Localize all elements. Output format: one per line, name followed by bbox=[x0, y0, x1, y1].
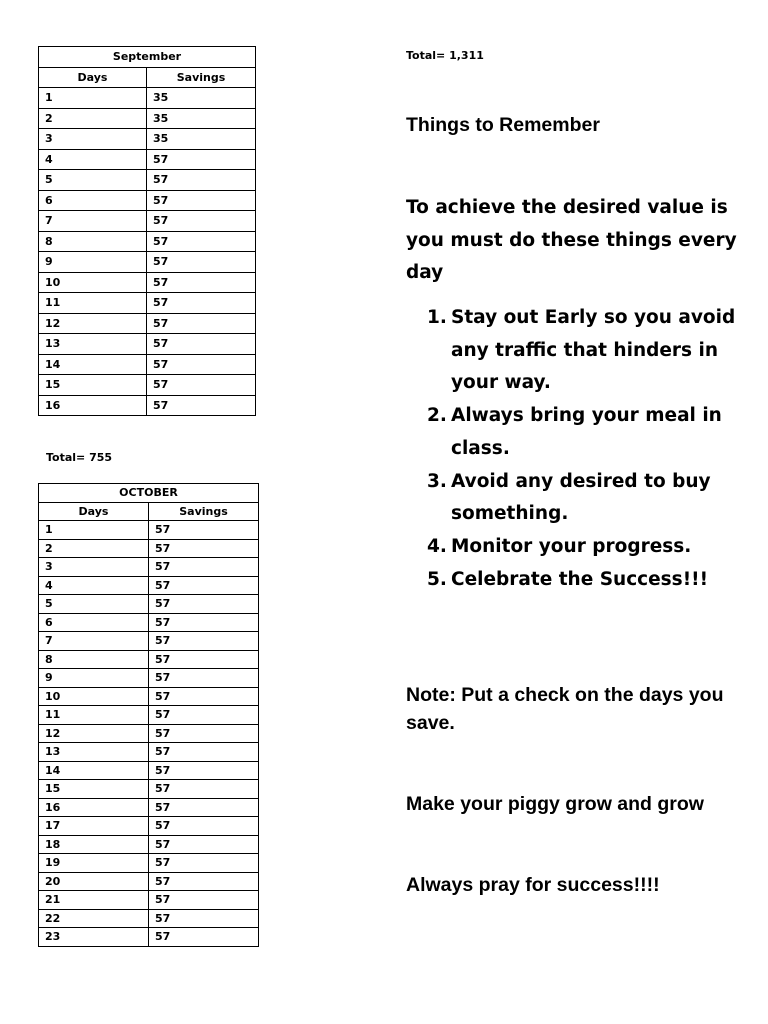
step-number: 1. bbox=[427, 307, 447, 328]
day-cell: 5 bbox=[39, 170, 147, 191]
day-cell: 13 bbox=[39, 743, 149, 762]
day-cell: 12 bbox=[39, 724, 149, 743]
september-savings-table bbox=[38, 46, 256, 416]
table-row bbox=[39, 539, 259, 558]
table-row bbox=[39, 817, 259, 836]
savings-cell: 57 bbox=[149, 872, 259, 891]
column-header-days: Days bbox=[39, 67, 147, 88]
savings-cell: 57 bbox=[149, 687, 259, 706]
step-item bbox=[406, 564, 746, 597]
day-cell: 21 bbox=[39, 891, 149, 910]
table-row bbox=[39, 928, 259, 947]
day-cell: 1 bbox=[39, 88, 147, 109]
table-row bbox=[39, 632, 259, 651]
day-cell: 10 bbox=[39, 687, 149, 706]
savings-cell: 35 bbox=[147, 108, 256, 129]
savings-cell: 57 bbox=[147, 272, 256, 293]
savings-cell: 57 bbox=[149, 817, 259, 836]
savings-cell: 57 bbox=[149, 854, 259, 873]
table-row bbox=[39, 724, 259, 743]
savings-cell: 57 bbox=[149, 558, 259, 577]
column-header-savings: Savings bbox=[147, 67, 256, 88]
savings-cell: 57 bbox=[149, 798, 259, 817]
day-cell: 8 bbox=[39, 231, 147, 252]
day-cell: 14 bbox=[39, 761, 149, 780]
day-cell: 3 bbox=[39, 129, 147, 150]
savings-cell: 57 bbox=[149, 595, 259, 614]
day-cell: 16 bbox=[39, 395, 147, 416]
savings-cell: 57 bbox=[149, 650, 259, 669]
step-number: 5. bbox=[427, 568, 447, 590]
day-cell: 4 bbox=[39, 149, 147, 170]
note-text: Note: Put a check on the days you save. bbox=[406, 684, 724, 734]
table-row bbox=[39, 613, 259, 632]
day-cell: 2 bbox=[39, 539, 149, 558]
savings-cell: 57 bbox=[149, 724, 259, 743]
table-row bbox=[39, 835, 259, 854]
savings-cell: 57 bbox=[149, 576, 259, 595]
step-item bbox=[406, 302, 746, 400]
day-cell: 3 bbox=[39, 558, 149, 577]
step-number: 2. bbox=[427, 405, 447, 427]
savings-cell: 57 bbox=[149, 539, 259, 558]
step-item bbox=[406, 466, 746, 531]
savings-cell: 57 bbox=[147, 252, 256, 273]
day-cell: 20 bbox=[39, 872, 149, 891]
table-row bbox=[39, 108, 256, 129]
table-row bbox=[39, 558, 259, 577]
savings-cell: 57 bbox=[147, 231, 256, 252]
day-cell: 12 bbox=[39, 313, 147, 334]
table-title: OCTOBER bbox=[39, 484, 259, 503]
day-cell: 6 bbox=[39, 190, 147, 211]
table-row bbox=[39, 669, 259, 688]
instructions-paragraph: To achieve the desired value is you must do these things every day bbox=[406, 197, 737, 284]
savings-cell: 57 bbox=[149, 521, 259, 540]
day-cell: 2 bbox=[39, 108, 147, 129]
savings-cell: 57 bbox=[147, 190, 256, 211]
savings-cell: 57 bbox=[149, 706, 259, 725]
savings-cell: 57 bbox=[149, 780, 259, 799]
table-row bbox=[39, 334, 256, 355]
pray-text: Always pray for success!!!! bbox=[406, 874, 660, 896]
step-number: 3. bbox=[427, 470, 447, 492]
table-row bbox=[39, 854, 259, 873]
day-cell: 11 bbox=[39, 293, 147, 314]
day-cell: 11 bbox=[39, 706, 149, 725]
table-row bbox=[39, 909, 259, 928]
savings-cell: 57 bbox=[147, 334, 256, 355]
step-item bbox=[406, 531, 746, 564]
savings-cell: 57 bbox=[149, 761, 259, 780]
savings-cell: 57 bbox=[149, 835, 259, 854]
table-row bbox=[39, 129, 256, 150]
step-text: Stay out Early so you avoid any traffic that hinders in your way. bbox=[451, 307, 736, 394]
step-number: 4. bbox=[427, 535, 447, 557]
step-text: Celebrate the Success!!! bbox=[451, 568, 709, 590]
steps-list bbox=[406, 302, 746, 596]
table-row bbox=[39, 798, 259, 817]
grand-total: Total= 1,311 bbox=[406, 49, 484, 62]
savings-cell: 57 bbox=[149, 928, 259, 947]
savings-cell: 35 bbox=[147, 129, 256, 150]
savings-cell: 57 bbox=[147, 395, 256, 416]
page-heading: Things to Remember bbox=[406, 114, 600, 136]
savings-cell: 57 bbox=[149, 632, 259, 651]
table-title: September bbox=[39, 47, 256, 68]
table-row bbox=[39, 891, 259, 910]
table-row bbox=[39, 706, 259, 725]
table-row bbox=[39, 211, 256, 232]
step-text: Monitor your progress. bbox=[451, 535, 692, 557]
table-row bbox=[39, 354, 256, 375]
day-cell: 15 bbox=[39, 375, 147, 396]
table-row bbox=[39, 190, 256, 211]
table-row bbox=[39, 149, 256, 170]
september-total: Total= 755 bbox=[46, 451, 113, 464]
table-row bbox=[39, 293, 256, 314]
table-row bbox=[39, 780, 259, 799]
table-row bbox=[39, 395, 256, 416]
october-savings-table bbox=[38, 483, 259, 947]
savings-cell: 57 bbox=[149, 669, 259, 688]
day-cell: 17 bbox=[39, 817, 149, 836]
step-text: Avoid any desired to buy something. bbox=[451, 470, 711, 525]
day-cell: 1 bbox=[39, 521, 149, 540]
savings-cell: 57 bbox=[147, 375, 256, 396]
day-cell: 14 bbox=[39, 354, 147, 375]
table-row bbox=[39, 595, 259, 614]
table-row bbox=[39, 687, 259, 706]
day-cell: 23 bbox=[39, 928, 149, 947]
day-cell: 4 bbox=[39, 576, 149, 595]
savings-cell: 57 bbox=[147, 170, 256, 191]
savings-cell: 57 bbox=[149, 909, 259, 928]
piggy-text: Make your piggy grow and grow bbox=[406, 793, 704, 815]
day-cell: 8 bbox=[39, 650, 149, 669]
table-row bbox=[39, 272, 256, 293]
table-row bbox=[39, 761, 259, 780]
table-row bbox=[39, 313, 256, 334]
savings-cell: 57 bbox=[149, 743, 259, 762]
step-text: Always bring your meal in class. bbox=[451, 405, 722, 459]
table-row bbox=[39, 88, 256, 109]
table-row bbox=[39, 231, 256, 252]
day-cell: 22 bbox=[39, 909, 149, 928]
savings-cell: 57 bbox=[147, 293, 256, 314]
day-cell: 7 bbox=[39, 211, 147, 232]
table-row bbox=[39, 743, 259, 762]
savings-cell: 35 bbox=[147, 88, 256, 109]
savings-cell: 57 bbox=[149, 891, 259, 910]
day-cell: 13 bbox=[39, 334, 147, 355]
table-row bbox=[39, 872, 259, 891]
table-row bbox=[39, 375, 256, 396]
table-row bbox=[39, 521, 259, 540]
table-row bbox=[39, 252, 256, 273]
column-header-days: Days bbox=[39, 502, 149, 521]
day-cell: 6 bbox=[39, 613, 149, 632]
table-row bbox=[39, 650, 259, 669]
day-cell: 18 bbox=[39, 835, 149, 854]
day-cell: 10 bbox=[39, 272, 147, 293]
savings-cell: 57 bbox=[147, 211, 256, 232]
savings-cell: 57 bbox=[147, 313, 256, 334]
savings-cell: 57 bbox=[147, 149, 256, 170]
day-cell: 7 bbox=[39, 632, 149, 651]
savings-cell: 57 bbox=[149, 613, 259, 632]
table-row bbox=[39, 170, 256, 191]
day-cell: 9 bbox=[39, 252, 147, 273]
step-item bbox=[406, 400, 746, 465]
day-cell: 15 bbox=[39, 780, 149, 799]
day-cell: 9 bbox=[39, 669, 149, 688]
table-row bbox=[39, 576, 259, 595]
day-cell: 19 bbox=[39, 854, 149, 873]
column-header-savings: Savings bbox=[149, 502, 259, 521]
day-cell: 5 bbox=[39, 595, 149, 614]
savings-cell: 57 bbox=[147, 354, 256, 375]
day-cell: 16 bbox=[39, 798, 149, 817]
